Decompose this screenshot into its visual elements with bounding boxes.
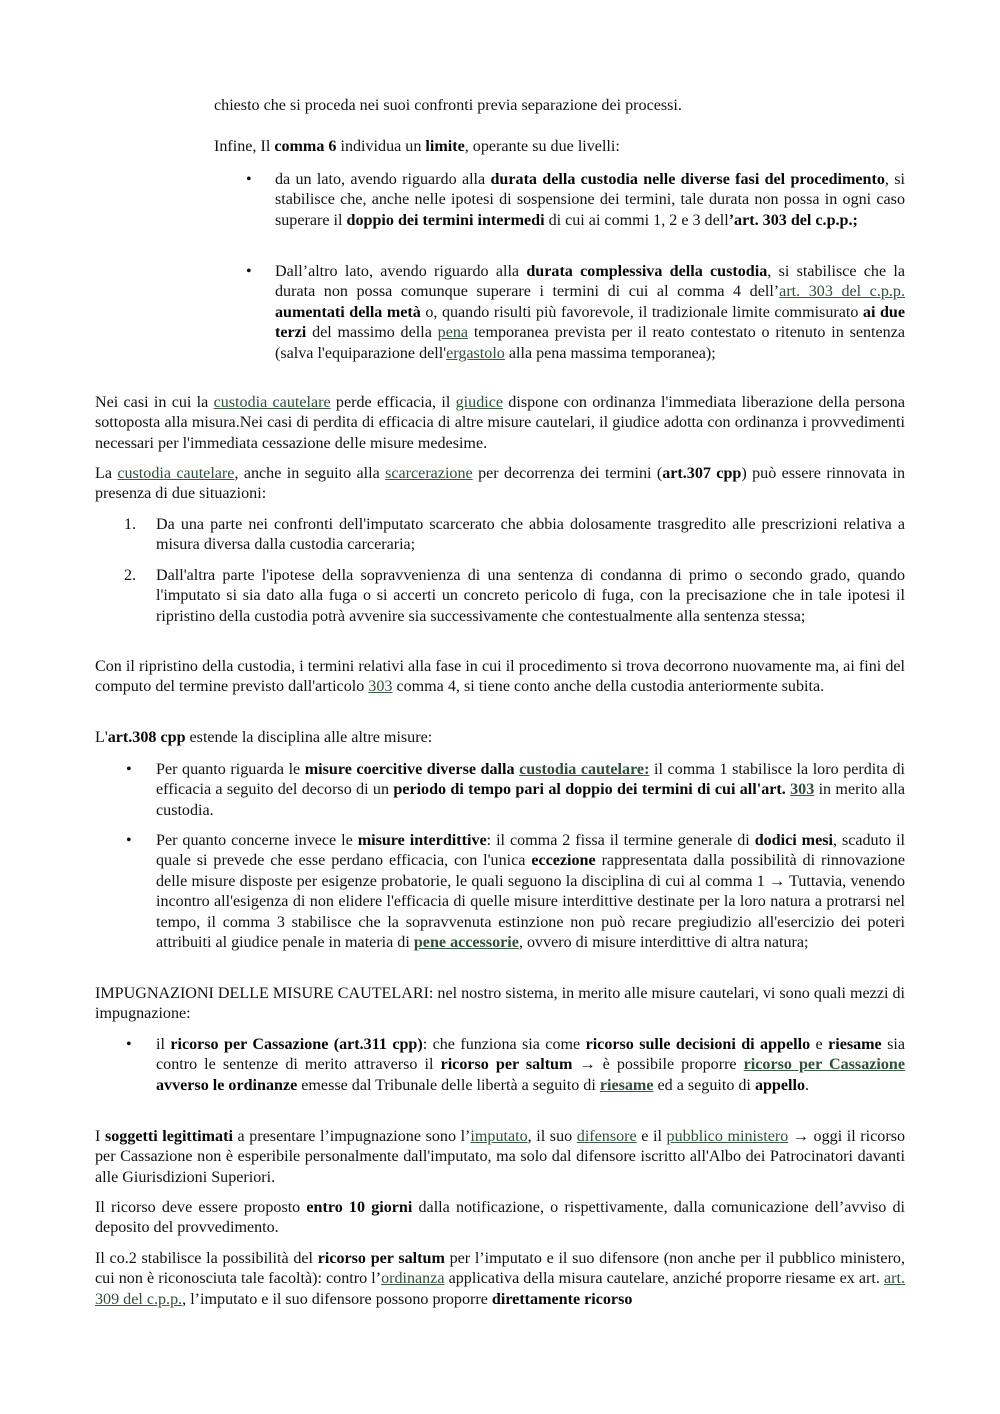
bullet-icon: • <box>246 171 252 188</box>
bullet-icon: • <box>126 1036 132 1053</box>
paragraph-ricorso-per-saltum: Il co.2 stabilisce la possibilità del ricorso per saltum per l’imputato e il suo difensore (non anche per il pubblico ministero, cui non è riconosciuta tale facoltà): contro l’ordinanza applicativa della misura cautelare, anziché proporre riesame ex art. art. 309 del c.p.p., l’imputato e il suo difensore possono proporre direttamente ricorso <box>95 1250 906 1308</box>
link-ordinanza[interactable]: ordinanza <box>381 1270 445 1288</box>
list-number: 2. <box>124 567 137 584</box>
link-303[interactable]: 303 <box>368 678 393 696</box>
link-ricorso-per-cassazione[interactable]: ricorso per Cassazione <box>743 1056 906 1074</box>
link-riesame[interactable]: riesame <box>599 1076 654 1094</box>
paragraph-rinnovazione: La custodia cautelare, anche in seguito alla scarcerazione per decorrenza dei termini (art.307 cpp) può essere rinnovata in presenza di due situazioni: <box>95 465 905 503</box>
bullet-icon: • <box>246 263 252 280</box>
link-scarcerazione[interactable]: scarcerazione <box>385 465 473 482</box>
paragraph-separazione: chiesto che si proceda nei suoi confronti previa separazione dei processi. <box>214 97 682 114</box>
list-item: 2. Dall'altra parte l'ipotese della sopravvenienza di una sentenza di condanna di primo o secondo grado, quando l'imputato si sia dato alla fuga o si accerti un concreto pericolo di fuga, con la precisazione che in tale ipotesi il ripristino della custodia potrà avvenire sia successivamente che contestualmente alla sentenza stessa; <box>124 567 905 625</box>
link-custodia-cautelare[interactable]: custodia cautelare <box>213 394 331 411</box>
link-pena[interactable]: pena <box>437 324 469 342</box>
link-giudice[interactable]: giudice <box>455 394 503 411</box>
link-pubblico-ministero[interactable]: pubblico ministero <box>666 1128 789 1145</box>
bullet-icon: • <box>126 761 132 778</box>
link-custodia-cautelare[interactable]: custodia cautelare <box>117 465 235 482</box>
paragraph-art-308: L'art.308 cpp estende la disciplina alle altre misure: <box>95 729 433 746</box>
bullet-icon: • <box>126 832 132 849</box>
link-imputato[interactable]: imputato <box>470 1128 528 1145</box>
link-custodia-cautelare[interactable]: custodia cautelare: <box>519 761 650 778</box>
link-303[interactable]: 303 <box>790 781 815 799</box>
paragraph-perdita-efficacia: Nei casi in cui la custodia cautelare perde efficacia, il giudice dispone con ordinanza l'immediata liberazione della persona sottoposta alla misura.Nei casi di perdita di efficacia di altre misure cautelari, il giudice adotta con ordinanza i provvedimenti necessari per l'immediata cessazione delle misure medesime. <box>95 394 905 452</box>
list-item: 1. Da una parte nei confronti dell'imputato scarcerato che abbia dolosamente trasgredito alle prescrizioni relativa a misura diversa dalla custodia carceraria; <box>124 516 905 554</box>
paragraph-termine-ricorso: Il ricorso deve essere proposto entro 10 giorni dalla notificazione, o rispettivamente, dalla comunicazione dell’avviso di deposito del provvedimento. <box>95 1199 905 1237</box>
link-art-309[interactable]: art. 309 del c.p.p. <box>95 1270 906 1308</box>
paragraph-ripristino: Con il ripristino della custodia, i termini relativi alla fase in cui il procedimento si trova decorrono nuovamente ma, ai fini del computo del termine previsto dall'articolo 303 comma 4, si tiene conto anche della custodia anteriormente subita. <box>95 658 905 696</box>
paragraph-comma-6: Infine, Il comma 6 individua un limite, operante su due livelli: <box>214 138 620 155</box>
list-number: 1. <box>124 516 137 533</box>
list-item: • Per quanto riguarda le misure coercitive diverse dalla custodia cautelare: il comma 1 stabilisce la loro perdita di efficacia a seguito del decorso di un periodo di tempo pari al doppio dei termini di cui all'art. 303 in merito alla custodia. <box>126 761 905 819</box>
list-item: • Per quanto concerne invece le misure interdittive: il comma 2 fissa il termine generale di dodici mesi, scaduto il quale si prevede che esse perdano efficacia, con l'unica eccezione rappresentata dalla possibilità di rinnovazione delle misure disposte per esigenze probatorie, le quali seguono la disciplina di cui al comma 1 → Tuttavia, venendo incontro all'esigenza di non elidere l'efficacia di quelle misure interdittive destinate per la loro natura a protrarsi nel tempo, il comma 3 stabilisce che la sopravvenuta estinzione non può recare pregiudizio all'esercizio dei poteri attribuiti al giudice penale in materia di pene accessorie, ovvero di misure interdittive di altra natura; <box>126 832 906 952</box>
list-item: • il ricorso per Cassazione (art.311 cpp): che funziona sia come ricorso sulle decisioni di appello e riesame sia contro le sentenze di merito attraverso il ricorso per saltum → è possibile proporre ricorso per Cassazione avverso le ordinanze emesse dal Tribunale delle libertà a seguito di riesame ed a seguito di appello. <box>126 1036 906 1094</box>
paragraph-soggetti-legittimati: I soggetti legittimati a presentare l’impugnazione sono l’imputato, il suo difensore e il pubblico ministero → oggi il ricorso per Cassazione non è esperibile personalmente dall'imputato, ma solo dal difensore iscritto all'Albo dei Patrocinatori davanti alle Giurisdizioni Superiori. <box>95 1128 905 1186</box>
link-art-303[interactable]: art. 303 del c.p.p. <box>779 283 905 301</box>
list-item: • da un lato, avendo riguardo alla durata della custodia nelle diverse fasi del procedimento, si stabilisce che, anche nelle ipotesi di sospensione dei termini, tale durata non possa in ogni caso superare il doppio dei termini intermedi di cui ai commi 1, 2 e 3 dell’art. 303 del c.p.p.; <box>246 171 905 229</box>
paragraph-impugnazioni: IMPUGNAZIONI DELLE MISURE CAUTELARI: nel nostro sistema, in merito alle misure cautelari, vi sono quali mezzi di impugnazione: <box>95 985 905 1023</box>
link-difensore[interactable]: difensore <box>576 1128 637 1145</box>
list-item: • Dall’altro lato, avendo riguardo alla durata complessiva della custodia, si stabilisce che la durata non possa comunque superare i termini di cui al comma 4 dell’art. 303 del c.p.p. aumentati della metà o, quando risulti più favorevole, il tradizionale limite commisurato ai due terzi del massimo della pena temporanea prevista per il reato contestato o ritenuto in sentenza (salva l'equiparazione dell'ergastolo alla pena massima temporanea); <box>246 263 906 362</box>
link-ergastolo[interactable]: ergastolo <box>446 344 505 362</box>
link-pene-accessorie[interactable]: pene accessorie <box>413 934 519 952</box>
